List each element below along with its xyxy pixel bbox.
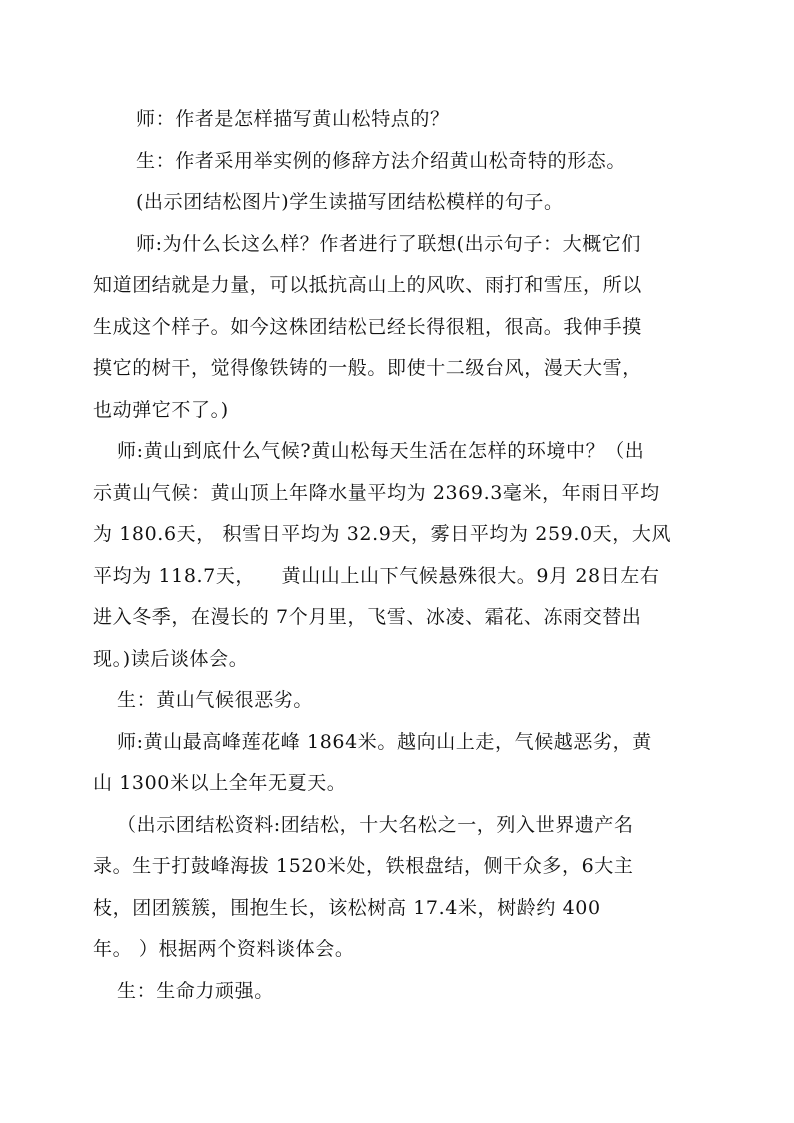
paragraph-line: 示黄山气候：黄山顶上年降水量平均为 2369.3毫米，年雨日平均 [93, 482, 660, 504]
paragraph-line: 也动弹它不了。) [93, 399, 229, 421]
paragraph-line: 现。)读后谈体会。 [93, 648, 249, 670]
paragraph-line: 师:黄山到底什么气候?黄山松每天生活在怎样的环境中？（出 [117, 440, 645, 462]
paragraph-line: 师:为什么长这么样？作者进行了联想(出示句子：大概它们 [136, 233, 642, 255]
paragraph-line: 生：黄山气候很恶劣。 [117, 689, 314, 711]
paragraph-line: 年。 ）根据两个资料谈体会。 [93, 938, 355, 960]
paragraph-line: 为 180.6天， 积雪日平均为 32.9天，雾日平均为 259.0天，大风 [93, 523, 672, 545]
paragraph-line: 生：作者采用举实例的修辞方法介绍黄山松奇特的形态。 [136, 150, 627, 172]
paragraph-line: 摸它的树干，觉得像铁铸的一般。即使十二级台风，漫天大雪， [93, 357, 642, 379]
paragraph-line: 进入冬季，在漫长的 7个月里，飞雪、冰凌、霜花、冻雨交替出 [93, 606, 642, 628]
paragraph-line: 生成这个样子。如今这株团结松已经长得很粗，很高。我伸手摸 [93, 316, 642, 338]
paragraph-line: 知道团结就是力量，可以抵抗高山上的风吹、雨打和雪压，所以 [93, 274, 642, 296]
paragraph-line: 录。生于打鼓峰海拔 1520米处，铁根盘结，侧干众多，6大主 [93, 855, 634, 877]
paragraph-line: 枝，团团簇簇，围抱生长，该松树高 17.4米，树龄约 400 [93, 897, 601, 919]
paragraph-line: 师：作者是怎样描写黄山松特点的？ [136, 108, 450, 130]
paragraph-line: (出示团结松图片)学生读描写团结松模样的句子。 [136, 191, 564, 213]
paragraph-line: 平均为 118.7天， 黄山山上山下气候悬殊很大。9月 28日左右 [93, 565, 660, 587]
paragraph-line: 师:黄山最高峰莲花峰 1864米。越向山上走，气候越恶劣，黄 [117, 731, 652, 753]
paragraph-line: 生：生命力顽强。 [117, 980, 274, 1002]
paragraph-line: （出示团结松资料:团结松，十大名松之一，列入世界遗产名 [117, 814, 634, 836]
paragraph-line: 山 1300米以上全年无夏天。 [93, 772, 347, 794]
